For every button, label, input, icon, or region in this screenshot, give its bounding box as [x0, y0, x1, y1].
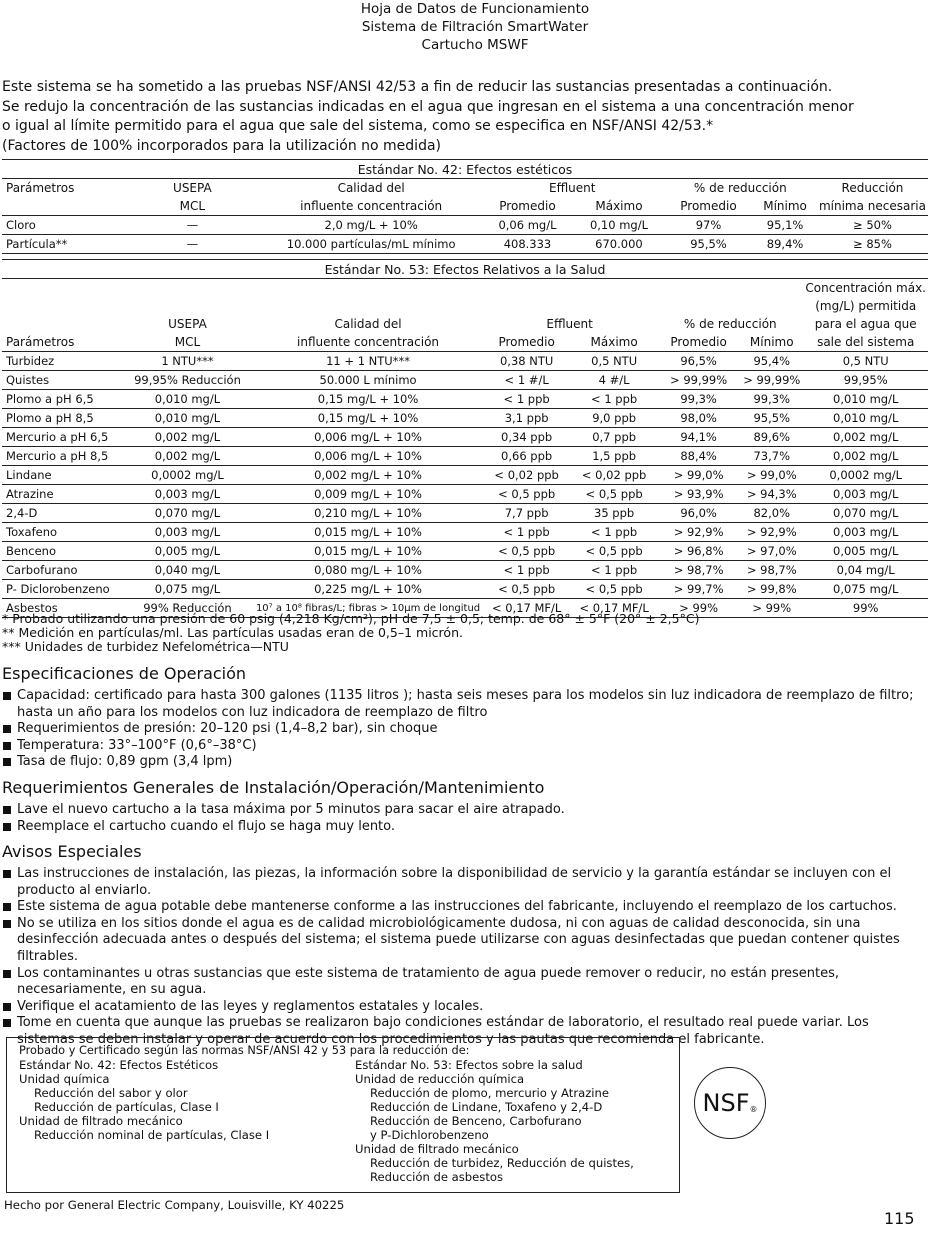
col-header: Promedio [481, 197, 574, 216]
table-cell: 95,5% [664, 235, 754, 254]
section-title-requirements: Requerimientos Generales de Instalación/Operación/Mantenimiento [2, 778, 545, 797]
table-cell: — [123, 216, 261, 235]
table-cell: < 0,17 MF/L [571, 599, 657, 618]
table-caption: Estándar No. 53: Efectos Relativos a la Salud [2, 260, 928, 279]
certification-title: Probado y Certificado según las normas NSF/ANSI 42 y 53 para la reducción de: [19, 1044, 470, 1057]
table-cell: 0,5 NTU [803, 352, 928, 371]
standard-53-table [2, 259, 928, 618]
table-cell: Atrazine [2, 485, 121, 504]
col-header: mínima necesaria [817, 197, 928, 216]
table-cell: Plomo a pH 6,5 [2, 390, 121, 409]
certification-heading: Unidad de reducción química [355, 1072, 525, 1086]
footnote: * Probado utilizando una presión de 60 psig (4,218 Kg/cm²), pH de 7,5 ± 0,5; temp. de 68° ± 5°F (20° ± 2,5°C) [2, 611, 700, 626]
list-item: Este sistema de agua potable debe mantenerse conforme a las instrucciones del fabricante, incluyendo el reemplazo de los cartuchos. [2, 899, 927, 916]
table-cell: 0,006 mg/L + 10% [254, 447, 482, 466]
table-cell: P- Diclorobenzeno [2, 580, 121, 599]
table-cell: 0,070 mg/L [803, 504, 928, 523]
table-cell: 0,5 NTU [571, 352, 657, 371]
table-cell: > 93,9% [657, 485, 740, 504]
certification-box [6, 1037, 680, 1193]
list-item: Verifique el acatamiento de las leyes y reglamentos estatales y locales. [2, 999, 927, 1016]
table-cell: 0,15 mg/L + 10% [254, 409, 482, 428]
table-cell: 89,6% [740, 428, 803, 447]
table-cell: 1 NTU*** [121, 352, 254, 371]
table-row [2, 580, 928, 599]
table-cell: 2,0 mg/L + 10% [262, 216, 481, 235]
table-cell: 4 #/L [571, 371, 657, 390]
col-header: USEPA [168, 317, 207, 331]
table-row [2, 428, 928, 447]
table-cell: 0,040 mg/L [121, 561, 254, 580]
table-cell: ≥ 50% [817, 216, 928, 235]
certification-item: Reducción de partículas, Clase I [34, 1100, 219, 1114]
section-title-specs: Especificaciones de Operación [2, 664, 247, 683]
certification-item: Reducción de Benceno, Carbofurano [370, 1114, 582, 1128]
table-cell: > 99,8% [740, 580, 803, 599]
table-cell: < 1 ppb [482, 523, 571, 542]
table-cell: 0,010 mg/L [121, 390, 254, 409]
intro-line: (Factores de 100% incorporados para la utilización no medida) [2, 137, 442, 154]
table-cell: 0,002 mg/L [803, 428, 928, 447]
col-header: Mínimo [753, 197, 817, 216]
list-item: Tome en cuenta que aunque las pruebas se realizaron bajo condiciones estándar de laboratorio, el resultado real puede variar. Los sistemas se deben instalar y operar de acuerdo con los procedimientos y las pautas que recomienda el fabricante. [2, 1015, 927, 1048]
table-cell: 0,003 mg/L [121, 523, 254, 542]
col-header: influente concentración [262, 197, 481, 216]
table-cell: > 92,9% [657, 523, 740, 542]
table-cell: < 0,02 ppb [571, 466, 657, 485]
table-cell: > 99% [740, 599, 803, 618]
table-cell: 0,225 mg/L + 10% [254, 580, 482, 599]
col-header: para el agua que [814, 317, 917, 331]
table-cell: Quistes [2, 371, 121, 390]
col-header: Reducción [841, 181, 904, 195]
spec-list [2, 688, 927, 771]
table-cell: 95,5% [740, 409, 803, 428]
registered-mark: ® [749, 1104, 758, 1114]
table-cell: 0,080 mg/L + 10% [254, 561, 482, 580]
table-cell: 96,5% [657, 352, 740, 371]
header-title: Hoja de Datos de Funcionamiento [360, 1, 590, 17]
table-cell: 0,010 mg/L [121, 409, 254, 428]
table-cell: 97% [664, 216, 754, 235]
certification-item: Reducción de asbestos [370, 1170, 504, 1184]
table-cell: 0,003 mg/L [803, 523, 928, 542]
table-row [2, 447, 928, 466]
table-cell: 95,4% [740, 352, 803, 371]
certification-heading: Unidad de filtrado mecánico [19, 1114, 183, 1128]
table-cell: 0,002 mg/L + 10% [254, 466, 482, 485]
col-header: Promedio [657, 333, 740, 352]
table-cell: < 1 #/L [482, 371, 571, 390]
nsf-logo-text: NSF [702, 1089, 750, 1117]
table-row [2, 504, 928, 523]
table-cell: 10⁷ a 10⁸ fibras/L; fibras > 10µm de longitud [254, 599, 482, 618]
table-cell: 0,003 mg/L [121, 485, 254, 504]
table-cell: Asbestos [2, 599, 121, 618]
table-cell: Mercurio a pH 8,5 [2, 447, 121, 466]
col-header: (mg/L) permitida [815, 299, 917, 313]
table-cell: 0,210 mg/L + 10% [254, 504, 482, 523]
notices-list [2, 866, 927, 1049]
table-cell: > 99,99% [657, 371, 740, 390]
table-cell: — [123, 235, 261, 254]
col-header: Effluent [546, 317, 593, 331]
table-cell: < 1 ppb [482, 561, 571, 580]
table-cell: Benceno [2, 542, 121, 561]
table-cell: 0,04 mg/L [803, 561, 928, 580]
certification-heading: Estándar No. 42: Efectos Estéticos [19, 1058, 219, 1072]
table-row [2, 542, 928, 561]
table-cell: Partícula** [2, 235, 123, 254]
certification-heading: Unidad química [19, 1072, 110, 1086]
table-cell: 0,009 mg/L + 10% [254, 485, 482, 504]
table-cell: > 99,7% [657, 580, 740, 599]
table-row [2, 523, 928, 542]
section-title-notices: Avisos Especiales [2, 842, 142, 861]
list-item: Requerimientos de presión: 20–120 psi (1,4–8,2 bar), sin choque [2, 721, 927, 738]
table-row [2, 561, 928, 580]
col-header: Máximo [571, 333, 657, 352]
table-cell: 0,0002 mg/L [803, 466, 928, 485]
table-cell: 0,075 mg/L [121, 580, 254, 599]
table-cell: 94,1% [657, 428, 740, 447]
table-cell: > 99,0% [657, 466, 740, 485]
intro-line: Este sistema se ha sometido a las pruebas NSF/ANSI 42/53 a fin de reducir las sustancias presentadas a continuación. [2, 79, 833, 95]
table-cell: Turbidez [2, 352, 121, 371]
table-row [2, 235, 928, 254]
list-item: Reemplace el cartucho cuando el flujo se haga muy lento. [2, 819, 927, 836]
table-row [2, 371, 928, 390]
table-cell: 88,4% [657, 447, 740, 466]
table-cell: Carbofurano [2, 561, 121, 580]
table-cell: > 96,8% [657, 542, 740, 561]
table-cell: ≥ 85% [817, 235, 928, 254]
header-system: Sistema de Filtración SmartWater [361, 19, 589, 35]
table-cell: 670.000 [574, 235, 664, 254]
requirements-list [2, 802, 927, 835]
footnote: *** Unidades de turbidez Nefelométrica—NTU [2, 639, 289, 654]
col-header: Concentración máx. [805, 281, 926, 295]
table-cell: > 99,99% [740, 371, 803, 390]
table-cell: 7,7 ppb [482, 504, 571, 523]
certification-item: Reducción del sabor y olor [34, 1086, 188, 1100]
table-cell: 98,0% [657, 409, 740, 428]
certification-right-column [355, 1058, 634, 1184]
table-cell: < 0,17 MF/L [482, 599, 571, 618]
list-item: Tasa de flujo: 0,89 gpm (3,4 lpm) [2, 754, 927, 771]
footnote: ** Medición en partículas/ml. Las partículas usadas eran de 0,5–1 micrón. [2, 625, 463, 640]
table-cell: 10.000 partículas/mL mínimo [262, 235, 481, 254]
table-cell: 89,4% [753, 235, 817, 254]
table-cell: 0,34 ppb [482, 428, 571, 447]
list-item: Lave el nuevo cartucho a la tasa máxima por 5 minutos para sacar el aire atrapado. [2, 802, 927, 819]
table-cell: < 0,5 ppb [482, 542, 571, 561]
table-cell: 0,15 mg/L + 10% [254, 390, 482, 409]
table-cell: 0,66 ppb [482, 447, 571, 466]
list-item: Los contaminantes u otras sustancias que este sistema de tratamiento de agua puede remover o reducir, no están presentes, necesariamente, en su agua. [2, 966, 927, 999]
table-cell: 95,1% [753, 216, 817, 235]
table-cell: > 98,7% [657, 561, 740, 580]
table-cell: > 99% [657, 599, 740, 618]
certification-item: Reducción nominal de partículas, Clase I [34, 1128, 270, 1142]
table-cell: 50.000 L mínimo [254, 371, 482, 390]
table-cell: 0,070 mg/L [121, 504, 254, 523]
table-cell: Mercurio a pH 6,5 [2, 428, 121, 447]
table-cell: 0,38 NTU [482, 352, 571, 371]
col-header: MCL [123, 197, 261, 216]
table-cell: 0,015 mg/L + 10% [254, 523, 482, 542]
table-cell: 0,006 mg/L + 10% [254, 428, 482, 447]
table-cell: < 0,5 ppb [571, 580, 657, 599]
intro-line: o igual al límite permitido para el agua que sale del sistema, como se especifica en NSF/ANSI 42/53.* [2, 118, 714, 134]
certification-item: y P-Dichlorobenzeno [370, 1128, 489, 1142]
table-cell: < 0,5 ppb [482, 485, 571, 504]
col-header: influente concentración [254, 333, 482, 352]
col-header: % de reducción [683, 317, 777, 331]
table-cell: 0,7 ppb [571, 428, 657, 447]
table-cell: < 0,02 ppb [482, 466, 571, 485]
col-header: % de reducción [693, 181, 787, 195]
table-cell: 99,3% [657, 390, 740, 409]
certification-item: Reducción de turbidez, Reducción de quistes, [370, 1156, 634, 1170]
table-cell: 2,4-D [2, 504, 121, 523]
table-cell: 0,015 mg/L + 10% [254, 542, 482, 561]
col-header: Mínimo [740, 333, 803, 352]
table-row [2, 216, 928, 235]
table-cell: > 97,0% [740, 542, 803, 561]
table-cell: 0,002 mg/L [121, 447, 254, 466]
table-row [2, 352, 928, 371]
table-cell: < 0,5 ppb [571, 485, 657, 504]
table-row [2, 409, 928, 428]
col-header: Parámetros [6, 181, 75, 195]
table-cell: 99,95% Reducción [121, 371, 254, 390]
table-cell: 1,5 ppb [571, 447, 657, 466]
list-item: Capacidad: certificado para hasta 300 galones (1135 litros ); hasta seis meses para los modelos sin luz indicadora de reemplazo de filtro; hasta un año para los modelos con luz indicadora de reemplazo de filtro [2, 688, 927, 721]
nsf-logo [694, 1067, 766, 1139]
table-cell: 11 + 1 NTU*** [254, 352, 482, 371]
col-header: USEPA [173, 181, 212, 195]
standard-42-table [2, 159, 928, 254]
table-row [2, 390, 928, 409]
table-cell: 9,0 ppb [571, 409, 657, 428]
col-header: Promedio [482, 333, 571, 352]
footnotes [2, 612, 699, 654]
table-cell: 35 ppb [571, 504, 657, 523]
table-cell: 73,7% [740, 447, 803, 466]
manufacturer-footer: Hecho por General Electric Company, Louisville, KY 40225 [4, 1198, 345, 1212]
table-cell: Plomo a pH 8,5 [2, 409, 121, 428]
table-cell: 3,1 ppb [482, 409, 571, 428]
list-item: No se utiliza en los sitios donde el agua es de calidad microbiológicamente dudosa, ni con aguas de calidad desconocida, sin una desinfección adecuada antes o después del sistema; el sistema puede utilizarse con aguas desinfectadas que puedan contener quistes filtrables. [2, 916, 927, 966]
table-cell: 96,0% [657, 504, 740, 523]
col-header: MCL [121, 333, 254, 352]
table-cell: 0,005 mg/L [121, 542, 254, 561]
col-header: Calidad del [337, 181, 405, 195]
col-header: Parámetros [2, 333, 121, 352]
certification-heading: Unidad de filtrado mecánico [355, 1142, 519, 1156]
table-cell: Toxafeno [2, 523, 121, 542]
table-cell: < 0,5 ppb [571, 542, 657, 561]
table-cell: Lindane [2, 466, 121, 485]
table-cell: Cloro [2, 216, 123, 235]
col-header: Máximo [574, 197, 664, 216]
certification-item: Reducción de Lindane, Toxafeno y 2,4-D [370, 1100, 603, 1114]
intro-text [2, 78, 932, 156]
list-item: Temperatura: 33°–100°F (0,6°–38°C) [2, 738, 927, 755]
table-cell: 0,005 mg/L [803, 542, 928, 561]
table-cell: 0,003 mg/L [803, 485, 928, 504]
certification-heading: Estándar No. 53: Efectos sobre la salud [355, 1058, 583, 1072]
table-cell: 99% [803, 599, 928, 618]
table-row [2, 466, 928, 485]
header-cartridge: Cartucho MSWF [421, 37, 529, 53]
certification-item: Reducción de plomo, mercurio y Atrazine [370, 1086, 609, 1100]
table-cell: 82,0% [740, 504, 803, 523]
table-cell: > 92,9% [740, 523, 803, 542]
col-header: sale del sistema [803, 333, 928, 352]
intro-line: Se redujo la concentración de las sustancias indicadas en el agua que ingresan en el sistema a una concentración menor [2, 98, 854, 115]
table-cell: < 1 ppb [571, 390, 657, 409]
page-number: 115 [884, 1209, 915, 1228]
table-row [2, 485, 928, 504]
table-cell: < 1 ppb [482, 390, 571, 409]
col-header: Promedio [664, 197, 754, 216]
table-cell: 0,10 mg/L [574, 216, 664, 235]
table-cell: 0,002 mg/L [803, 447, 928, 466]
table-cell: > 94,3% [740, 485, 803, 504]
table-cell: 99,3% [740, 390, 803, 409]
table-cell: < 0,5 ppb [482, 580, 571, 599]
table-caption: Estándar No. 42: Efectos estéticos [2, 160, 928, 179]
certification-left-column [19, 1058, 269, 1142]
col-header: Effluent [548, 181, 596, 195]
table-cell: > 98,7% [740, 561, 803, 580]
table-cell: < 1 ppb [571, 561, 657, 580]
table-cell: 0,010 mg/L [803, 409, 928, 428]
table-cell: 0,0002 mg/L [121, 466, 254, 485]
col-header: Calidad del [334, 317, 402, 331]
table-cell: > 99,0% [740, 466, 803, 485]
table-cell: < 1 ppb [571, 523, 657, 542]
table-cell: 0,010 mg/L [803, 390, 928, 409]
table-cell: 99% Reducción [121, 599, 254, 618]
table-cell: 408.333 [481, 235, 574, 254]
table-cell: 0,002 mg/L [121, 428, 254, 447]
table-cell: 0,06 mg/L [481, 216, 574, 235]
table-cell: 99,95% [803, 371, 928, 390]
list-item: Las instrucciones de instalación, las piezas, la información sobre la disponibilidad de servicio y la garantía estándar se incluyen con el producto al enviarlo. [2, 866, 927, 899]
document-header [0, 0, 950, 54]
table-cell: 0,075 mg/L [803, 580, 928, 599]
